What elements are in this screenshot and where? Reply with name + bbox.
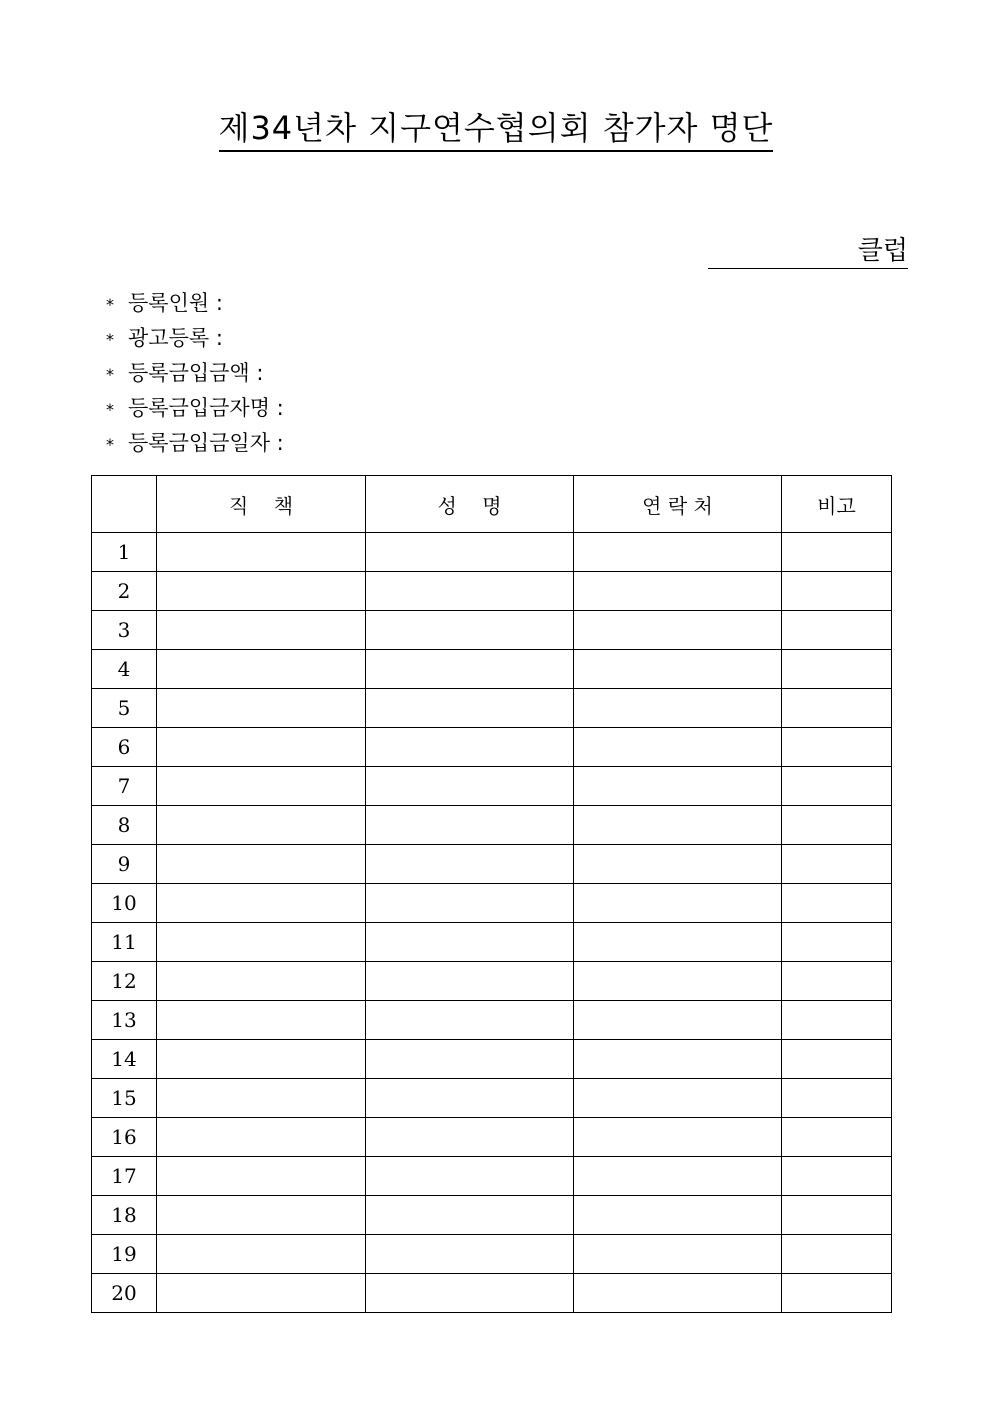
- position-cell[interactable]: [157, 689, 366, 728]
- row-number: 15: [92, 1079, 157, 1118]
- header-contact: 연 락 처: [574, 476, 782, 533]
- remarks-cell[interactable]: [782, 533, 892, 572]
- name-cell[interactable]: [366, 1040, 574, 1079]
- position-cell[interactable]: [157, 962, 366, 1001]
- remarks-cell[interactable]: [782, 728, 892, 767]
- header-name: 성 명: [366, 476, 574, 533]
- remarks-cell[interactable]: [782, 845, 892, 884]
- table-row: [92, 1040, 892, 1079]
- contact-cell[interactable]: [574, 1079, 782, 1118]
- name-cell[interactable]: [366, 806, 574, 845]
- row-number: 3: [92, 611, 157, 650]
- remarks-cell[interactable]: [782, 1157, 892, 1196]
- row-number: 2: [92, 572, 157, 611]
- info-label: 광고등록 :: [128, 326, 223, 350]
- name-cell[interactable]: [366, 845, 574, 884]
- info-label: 등록금입금액 :: [128, 361, 264, 385]
- position-cell[interactable]: [157, 806, 366, 845]
- name-cell[interactable]: [366, 1157, 574, 1196]
- contact-cell[interactable]: [574, 572, 782, 611]
- position-cell[interactable]: [157, 923, 366, 962]
- contact-cell[interactable]: [574, 806, 782, 845]
- position-cell[interactable]: [157, 767, 366, 806]
- row-number: 16: [92, 1118, 157, 1157]
- row-number: 18: [92, 1196, 157, 1235]
- remarks-cell[interactable]: [782, 572, 892, 611]
- contact-cell[interactable]: [574, 728, 782, 767]
- name-cell[interactable]: [366, 1274, 574, 1313]
- position-cell[interactable]: [157, 1196, 366, 1235]
- remarks-cell[interactable]: [782, 689, 892, 728]
- row-number: 6: [92, 728, 157, 767]
- position-cell[interactable]: [157, 884, 366, 923]
- page-title-wrapper: [0, 108, 992, 152]
- info-label: 등록인원 :: [128, 291, 223, 315]
- name-cell[interactable]: [366, 728, 574, 767]
- contact-cell[interactable]: [574, 1001, 782, 1040]
- participant-table: [91, 475, 892, 1313]
- position-cell[interactable]: [157, 1079, 366, 1118]
- remarks-cell[interactable]: [782, 650, 892, 689]
- info-label: 등록금입금자명 :: [128, 396, 284, 420]
- remarks-cell[interactable]: [782, 1040, 892, 1079]
- info-label: 등록금입금일자 :: [128, 431, 284, 455]
- table-row: [92, 806, 892, 845]
- remarks-cell[interactable]: [782, 1274, 892, 1313]
- contact-cell[interactable]: [574, 884, 782, 923]
- club-label: 클럽: [857, 236, 908, 266]
- row-number: 7: [92, 767, 157, 806]
- position-cell[interactable]: [157, 650, 366, 689]
- remarks-cell[interactable]: [782, 611, 892, 650]
- contact-cell[interactable]: [574, 845, 782, 884]
- table-row: [92, 611, 892, 650]
- row-number: 13: [92, 1001, 157, 1040]
- row-number: 4: [92, 650, 157, 689]
- position-cell[interactable]: [157, 1040, 366, 1079]
- page-title: 제34년차 지구연수협의회 참가자 명단: [219, 108, 774, 152]
- table-row: [92, 572, 892, 611]
- name-cell[interactable]: [366, 1001, 574, 1040]
- name-cell[interactable]: [366, 923, 574, 962]
- position-cell[interactable]: [157, 728, 366, 767]
- remarks-cell[interactable]: [782, 1235, 892, 1274]
- club-field: [708, 234, 908, 269]
- table-row: [92, 1079, 892, 1118]
- table-row: [92, 923, 892, 962]
- contact-cell[interactable]: [574, 962, 782, 1001]
- table-row: [92, 1157, 892, 1196]
- name-cell[interactable]: [366, 650, 574, 689]
- name-cell[interactable]: [366, 572, 574, 611]
- row-number: 8: [92, 806, 157, 845]
- name-cell[interactable]: [366, 767, 574, 806]
- row-number: 10: [92, 884, 157, 923]
- remarks-cell[interactable]: [782, 1196, 892, 1235]
- contact-cell[interactable]: [574, 1274, 782, 1313]
- table-row: [92, 962, 892, 1001]
- asterisk-bullet: *: [106, 365, 114, 384]
- table-row: [92, 845, 892, 884]
- remarks-cell[interactable]: [782, 1118, 892, 1157]
- contact-cell[interactable]: [574, 923, 782, 962]
- contact-cell[interactable]: [574, 611, 782, 650]
- table-row: [92, 1196, 892, 1235]
- position-cell[interactable]: [157, 1157, 366, 1196]
- name-cell[interactable]: [366, 533, 574, 572]
- table-row: [92, 728, 892, 767]
- asterisk-bullet: *: [106, 400, 114, 419]
- remarks-cell[interactable]: [782, 1079, 892, 1118]
- table-row: [92, 1274, 892, 1313]
- table-row: [92, 1001, 892, 1040]
- position-cell[interactable]: [157, 572, 366, 611]
- contact-cell[interactable]: [574, 689, 782, 728]
- contact-cell[interactable]: [574, 767, 782, 806]
- name-cell[interactable]: [366, 1118, 574, 1157]
- position-cell[interactable]: [157, 1274, 366, 1313]
- position-cell[interactable]: [157, 1001, 366, 1040]
- remarks-cell[interactable]: [782, 923, 892, 962]
- contact-cell[interactable]: [574, 1040, 782, 1079]
- position-cell[interactable]: [157, 1118, 366, 1157]
- info-item-payer-name: [106, 391, 284, 426]
- asterisk-bullet: *: [106, 295, 114, 314]
- remarks-cell[interactable]: [782, 962, 892, 1001]
- name-cell[interactable]: [366, 689, 574, 728]
- name-cell[interactable]: [366, 962, 574, 1001]
- table-row: [92, 689, 892, 728]
- row-number: 12: [92, 962, 157, 1001]
- contact-cell[interactable]: [574, 1235, 782, 1274]
- name-cell[interactable]: [366, 884, 574, 923]
- info-item-registrants: [106, 286, 284, 321]
- contact-cell[interactable]: [574, 533, 782, 572]
- table-row: [92, 767, 892, 806]
- position-cell[interactable]: [157, 611, 366, 650]
- table-row: [92, 1235, 892, 1274]
- remarks-cell[interactable]: [782, 1001, 892, 1040]
- header-position: 직 책: [157, 476, 366, 533]
- contact-cell[interactable]: [574, 650, 782, 689]
- table-row: [92, 650, 892, 689]
- row-number: 9: [92, 845, 157, 884]
- position-cell[interactable]: [157, 845, 366, 884]
- asterisk-bullet: *: [106, 330, 114, 349]
- row-number: 11: [92, 923, 157, 962]
- remarks-cell[interactable]: [782, 806, 892, 845]
- contact-cell[interactable]: [574, 1157, 782, 1196]
- info-item-ad-registration: [106, 321, 284, 356]
- table-row: [92, 884, 892, 923]
- position-cell[interactable]: [157, 533, 366, 572]
- name-cell[interactable]: [366, 1079, 574, 1118]
- registration-info-list: [106, 286, 284, 461]
- contact-cell[interactable]: [574, 1118, 782, 1157]
- position-cell[interactable]: [157, 1235, 366, 1274]
- info-item-payment-date: [106, 426, 284, 461]
- row-number: 14: [92, 1040, 157, 1079]
- info-item-payment-amount: [106, 356, 284, 391]
- remarks-cell[interactable]: [782, 767, 892, 806]
- row-number: 17: [92, 1157, 157, 1196]
- header-number: [92, 476, 157, 533]
- asterisk-bullet: *: [106, 435, 114, 454]
- row-number: 19: [92, 1235, 157, 1274]
- header-remarks: 비고: [782, 476, 892, 533]
- name-cell[interactable]: [366, 611, 574, 650]
- table-header-row: [92, 476, 892, 533]
- row-number: 20: [92, 1274, 157, 1313]
- contact-cell[interactable]: [574, 1196, 782, 1235]
- name-cell[interactable]: [366, 1235, 574, 1274]
- name-cell[interactable]: [366, 1196, 574, 1235]
- table-row: [92, 1118, 892, 1157]
- row-number: 1: [92, 533, 157, 572]
- remarks-cell[interactable]: [782, 884, 892, 923]
- row-number: 5: [92, 689, 157, 728]
- table-row: [92, 533, 892, 572]
